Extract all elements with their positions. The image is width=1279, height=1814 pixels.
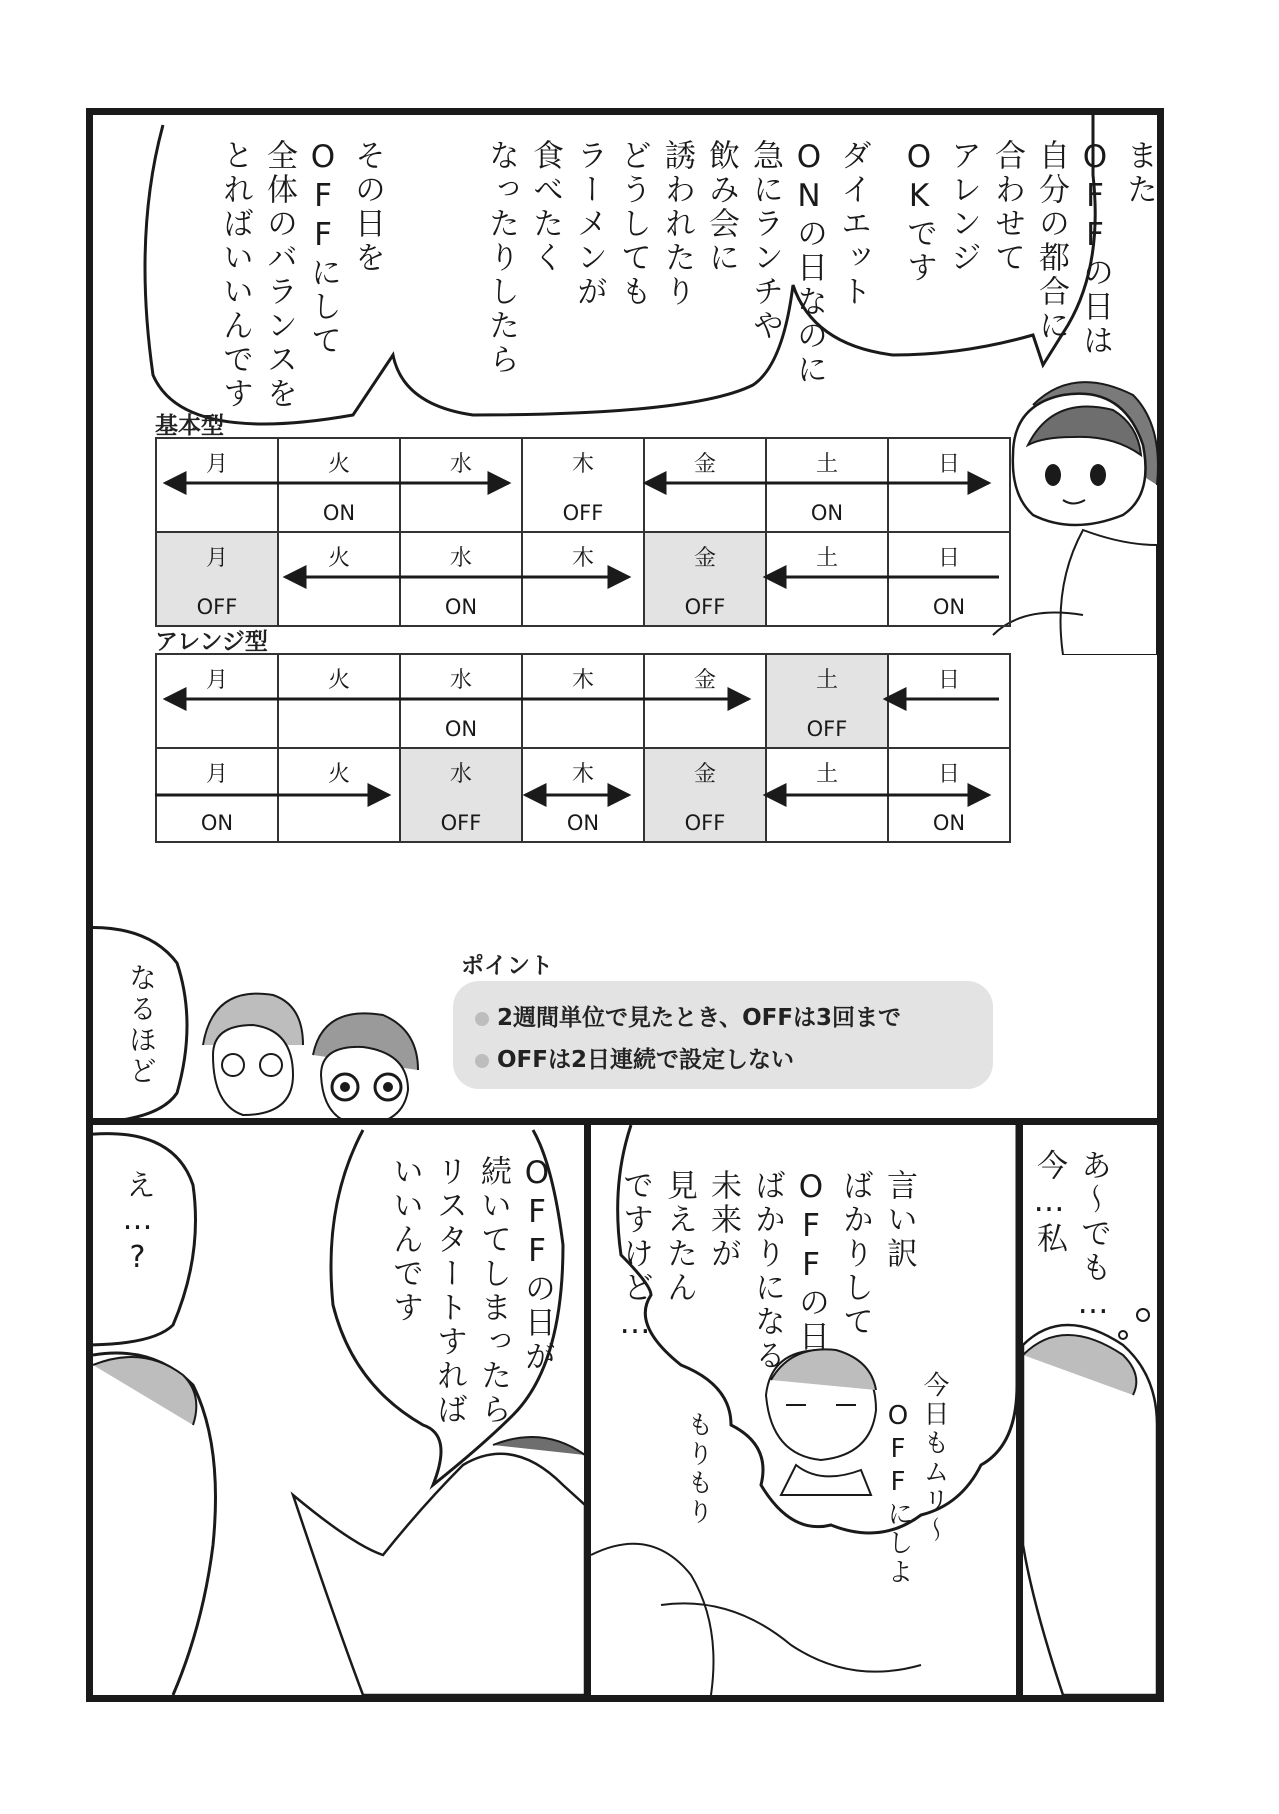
status-label: OFF bbox=[196, 595, 238, 619]
day-label: 火 bbox=[327, 546, 350, 571]
day-label: 火 bbox=[327, 762, 350, 787]
day-label: 水 bbox=[449, 546, 472, 571]
schedule-cell bbox=[156, 748, 278, 842]
sfx-text-muri: 今日もムリ〜 bbox=[919, 1371, 949, 1545]
schedule-cell bbox=[522, 438, 644, 532]
speech-text-excuses: 言い訳 ばかりして OFFの日 ばかりになる 未来が 見えたん ですけど… bbox=[617, 1169, 917, 1373]
schedule-row bbox=[156, 438, 1010, 532]
day-label: 水 bbox=[449, 452, 472, 477]
day-label: 月 bbox=[205, 452, 228, 477]
day-label: 日 bbox=[937, 546, 960, 571]
schedule-row bbox=[156, 748, 1010, 842]
schedule-cell bbox=[400, 438, 522, 532]
day-label: 水 bbox=[449, 762, 472, 787]
schedule-cell bbox=[888, 654, 1010, 748]
day-label: 金 bbox=[693, 546, 716, 571]
point-box bbox=[453, 981, 993, 1089]
speech-text-restart: OFFの日が 続いてしまったら リスタートすれば いいんです bbox=[387, 1155, 555, 1427]
speech-text-diet-on-day: ダイエット ONの日なのに 急にランチや 飲み会に 誘われたり どうしても ラーメンが 食べたく なったりしたら bbox=[483, 139, 871, 387]
kihon-label: 基本型 bbox=[155, 413, 224, 439]
point-item: 2週間単位で見たとき、OFFは3回まで bbox=[475, 999, 901, 1032]
day-label: 土 bbox=[815, 546, 838, 571]
speech-text-arrange-ok: また OFFの日は 自分の都合に 合わせて アレンジ OKです bbox=[901, 139, 1157, 358]
day-label: 金 bbox=[693, 668, 716, 693]
sfx-text-morimori: もりもり bbox=[683, 1411, 713, 1527]
day-label: 木 bbox=[571, 452, 594, 477]
status-label: OFF bbox=[684, 811, 726, 835]
naruhodo-text: なるほど bbox=[125, 963, 158, 1087]
arrange-label: アレンジ型 bbox=[155, 629, 268, 655]
day-label: 火 bbox=[327, 668, 350, 693]
schedule-cell bbox=[766, 438, 888, 532]
kihon-schedule-table bbox=[155, 437, 1011, 627]
status-label: ON bbox=[444, 717, 478, 741]
schedule-cell bbox=[400, 654, 522, 748]
day-label: 日 bbox=[937, 452, 960, 477]
schedule-cell bbox=[278, 654, 400, 748]
day-label: 木 bbox=[571, 762, 594, 787]
status-label: ON bbox=[322, 501, 356, 525]
schedule-cell bbox=[644, 438, 766, 532]
schedule-cell bbox=[156, 654, 278, 748]
day-label: 月 bbox=[205, 546, 228, 571]
schedule-cell bbox=[278, 748, 400, 842]
status-label: OFF bbox=[806, 717, 848, 741]
arrange-schedule-table bbox=[155, 653, 1011, 843]
point-title: ポイント bbox=[461, 953, 553, 979]
speech-text-ah-demo: あ〜でも… 今…私 bbox=[1031, 1149, 1111, 1324]
speech-text-balance: その日を OFFにして 全体のバランスを とればいいんです bbox=[217, 139, 385, 411]
schedule-cell bbox=[278, 532, 400, 626]
day-label: 月 bbox=[205, 762, 228, 787]
schedule-cell bbox=[888, 748, 1010, 842]
schedule-cell bbox=[522, 748, 644, 842]
schedule-cell bbox=[156, 438, 278, 532]
status-label: ON bbox=[566, 811, 600, 835]
day-label: 日 bbox=[937, 762, 960, 787]
day-label: 月 bbox=[205, 668, 228, 693]
sfx-text-off: OFFにしよ bbox=[883, 1401, 913, 1587]
day-label: 土 bbox=[815, 452, 838, 477]
schedule-cell bbox=[156, 532, 278, 626]
day-label: 水 bbox=[449, 668, 472, 693]
schedule-cell bbox=[888, 532, 1010, 626]
schedule-cell bbox=[522, 532, 644, 626]
day-label: 土 bbox=[815, 762, 838, 787]
point-item: OFFは2日連続で設定しない bbox=[475, 1041, 794, 1074]
status-label: ON bbox=[932, 595, 966, 619]
schedule-cell bbox=[766, 654, 888, 748]
status-label: ON bbox=[810, 501, 844, 525]
bottom-left-panel bbox=[86, 1118, 592, 1702]
schedule-cell bbox=[644, 748, 766, 842]
schedule-cell bbox=[888, 438, 1010, 532]
status-label: OFF bbox=[440, 811, 482, 835]
schedule-cell bbox=[522, 654, 644, 748]
schedule-cell bbox=[400, 748, 522, 842]
status-label: OFF bbox=[562, 501, 604, 525]
status-label: ON bbox=[444, 595, 478, 619]
day-label: 火 bbox=[327, 452, 350, 477]
status-label: ON bbox=[200, 811, 234, 835]
schedule-cell bbox=[766, 748, 888, 842]
bullet-icon bbox=[475, 1012, 489, 1026]
schedule-row bbox=[156, 654, 1010, 748]
schedule-cell bbox=[278, 438, 400, 532]
day-label: 木 bbox=[571, 546, 594, 571]
two-characters-drawing bbox=[193, 975, 433, 1125]
bottom-right-panel bbox=[1016, 1118, 1164, 1702]
day-label: 土 bbox=[815, 668, 838, 693]
schedule-row bbox=[156, 532, 1010, 626]
e-text: え…? bbox=[120, 1169, 155, 1278]
schedule-cell bbox=[400, 532, 522, 626]
bullet-icon bbox=[475, 1054, 489, 1068]
status-label: ON bbox=[932, 811, 966, 835]
schedule-cell bbox=[644, 654, 766, 748]
top-panel bbox=[86, 108, 1164, 1126]
bottom-middle-panel bbox=[584, 1118, 1024, 1702]
day-label: 木 bbox=[571, 668, 594, 693]
schedule-cell bbox=[766, 532, 888, 626]
schedule-cell bbox=[644, 532, 766, 626]
day-label: 日 bbox=[937, 668, 960, 693]
day-label: 金 bbox=[693, 762, 716, 787]
day-label: 金 bbox=[693, 452, 716, 477]
status-label: OFF bbox=[684, 595, 726, 619]
